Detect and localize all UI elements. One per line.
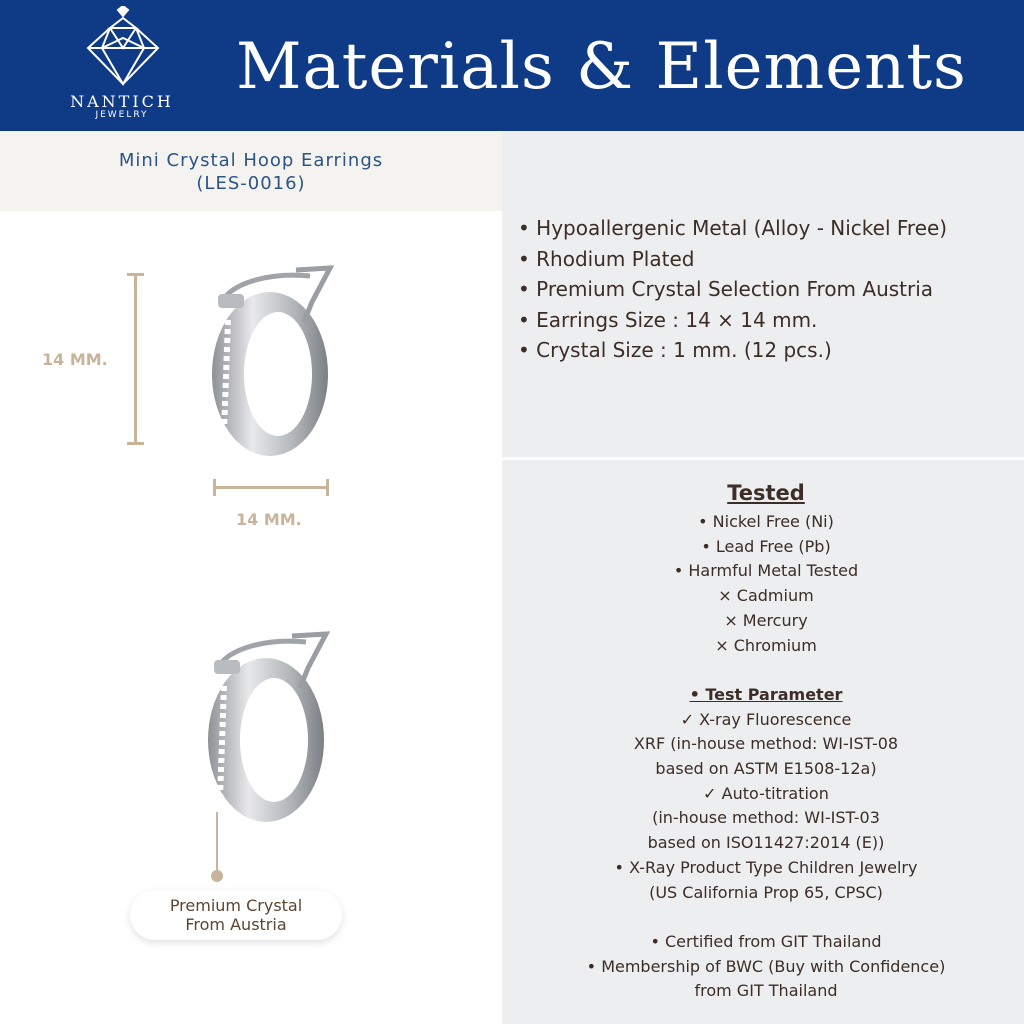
feature-item: • Earrings Size : 14 × 14 mm. [518,307,818,332]
certification-line: • Membership of BWC (Buy with Confidence) [586,956,946,976]
brand-logo [62,6,182,124]
test-parameter-line: (in-house method: WI-IST-03 [652,808,880,828]
feature-item: • Crystal Size : 1 mm. (12 pcs.) [518,338,832,362]
tested-line: • Nickel Free (Ni) [698,512,834,531]
tested-block [502,478,1024,1004]
test-parameter-line: based on ASTM E1508-12a) [655,759,877,779]
height-dimension-line [134,274,137,444]
callout-line-2: From Austria [185,915,287,934]
tested-line: × Cadmium [718,586,814,606]
features-list [518,213,947,366]
crystal-callout [130,890,342,940]
tested-line: × Chromium [715,635,817,655]
spacer [502,658,1024,683]
width-dimension-cap-right [326,479,329,496]
callout-line-1: Premium Crystal [169,896,303,915]
earring-image-bottom [188,628,333,828]
feature-item: • Rhodium Plated [518,246,695,271]
spacer [502,905,1024,930]
test-parameter-title: • Test Parameter [689,684,843,704]
feature-item: • Premium Crystal Selection From Austria [518,277,934,301]
diamond-logo-icon [80,6,166,90]
test-parameter-line: XRF (in-house method: WI-IST-08 [633,734,899,754]
certification-line: • Certified from GIT Thailand [650,931,882,951]
test-parameter-line: based on ISO11427:2014 (E)) [647,833,885,853]
header-banner [0,0,1024,131]
height-dimension-cap-top [127,273,144,276]
page-title: Materials & Elements [236,30,967,104]
height-dimension-cap-bottom [127,442,144,445]
width-dimension-cap-left [213,479,216,496]
brand-name: NANTICH [70,92,174,111]
earring-image-top [192,262,337,462]
crystal-pointer-line [216,812,218,874]
test-parameter-line: ✓ X-ray Fluorescence [680,709,852,729]
tested-line: • Lead Free (Pb) [701,536,831,556]
tested-line: • Harmful Metal Tested [673,561,859,581]
test-parameter-line: ✓ Auto-titration [703,783,829,803]
product-name: Mini Crystal Hoop Earrings [118,150,384,171]
feature-item: • Hypoallergenic Metal (Alloy - Nickel Free) [518,216,948,240]
certification-line: from GIT Thailand [694,981,838,1001]
features-panel [502,131,1024,457]
height-dimension-label: 14 MM. [42,350,108,369]
tested-title: Tested [727,481,805,505]
brand-subtitle: JEWELRY [95,110,149,120]
crystal-pointer-dot [211,870,223,882]
width-dimension-label: 14 MM. [236,510,302,529]
product-code: (LES-0016) [196,173,306,194]
test-parameter-line: (US California Prop 65, CPSC) [649,882,883,902]
tested-panel [502,460,1024,1024]
tested-line: × Mercury [724,610,808,630]
test-parameter-line: • X-Ray Product Type Children Jewelry [614,857,918,877]
product-name-box [0,131,502,211]
width-dimension-line [214,486,328,489]
